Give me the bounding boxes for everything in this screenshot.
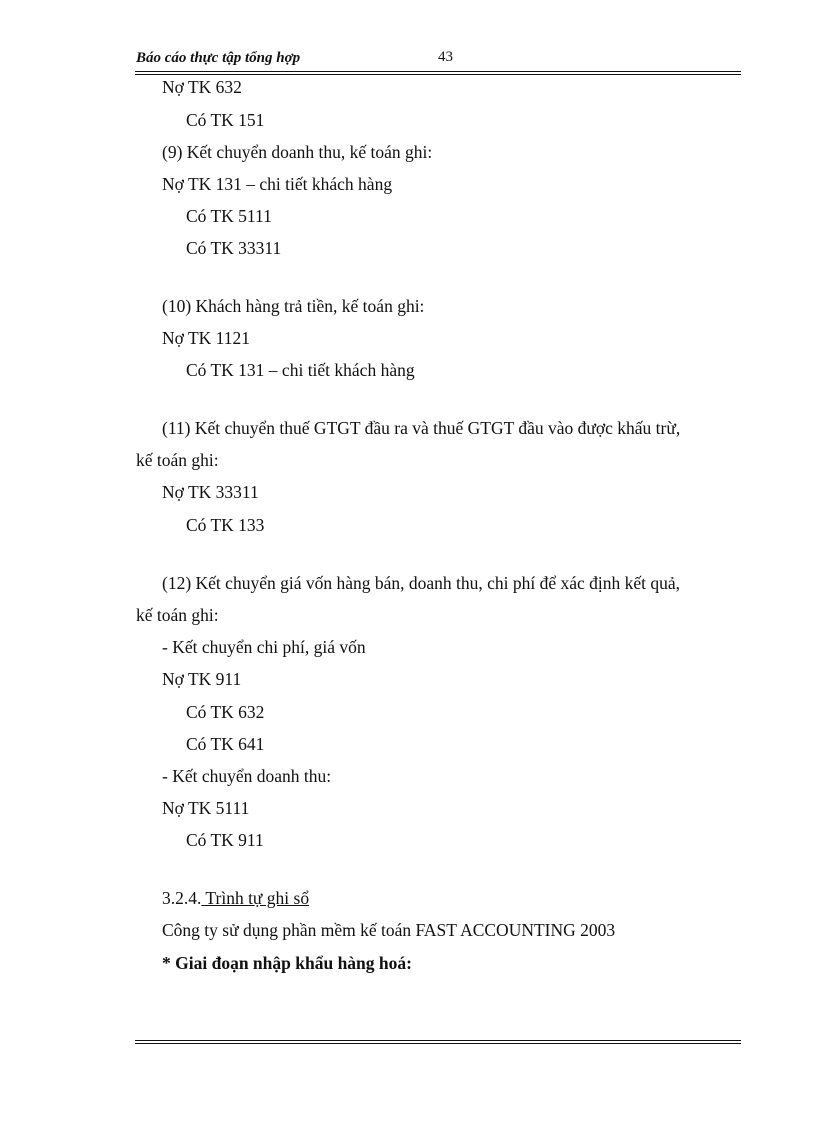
entry-heading-cont: kế toán ghi: [136, 605, 219, 625]
entry-line: Nợ TK 131 – chi tiết khách hàng [162, 174, 393, 194]
entry-heading: (12) Kết chuyển giá vốn hàng bán, doanh thu, chi phí để xác định kết quả, [162, 573, 681, 593]
footer-rule-bottom [135, 1043, 741, 1044]
entry-heading: (11) Kết chuyển thuế GTGT đầu ra và thuế GTGT đầu vào được khấu trừ, [162, 418, 681, 438]
entry-line: Có TK 131 – chi tiết khách hàng [186, 360, 415, 380]
entry-subheading: - Kết chuyển chi phí, giá vốn [162, 637, 366, 657]
entry-line: Nợ TK 5111 [162, 798, 250, 818]
bold-subheading: * Giai đoạn nhập khẩu hàng hoá: [162, 953, 412, 973]
section-title: Trình tự ghi sổ [201, 888, 310, 908]
entry-subheading: - Kết chuyển doanh thu: [162, 766, 332, 786]
entry-line: Có TK 641 [186, 734, 265, 754]
footer-rule-top [135, 1040, 741, 1041]
section-heading [162, 888, 309, 908]
entry-line: Có TK 33311 [186, 238, 282, 258]
entry-line: Có TK 632 [186, 702, 265, 722]
entry-line: Nợ TK 1121 [162, 328, 251, 348]
section-number: 3.2.4. [162, 888, 202, 908]
paragraph-line: Công ty sử dụng phần mềm kế toán FAST ACCOUNTING 2003 [162, 920, 616, 940]
header-rule-top [135, 71, 741, 72]
entry-heading: (9) Kết chuyển doanh thu, kế toán ghi: [162, 142, 433, 162]
entry-line: Có TK 151 [186, 110, 265, 130]
entry-line: Có TK 911 [186, 830, 264, 850]
entry-line: Nợ TK 911 [162, 669, 242, 689]
entry-line: Nợ TK 33311 [162, 482, 259, 502]
entry-line: Nợ TK 632 [162, 77, 242, 97]
header-rule-bottom [135, 74, 741, 75]
page-number: 43 [438, 49, 453, 65]
entry-line: Có TK 133 [186, 515, 265, 535]
entry-heading-cont: kế toán ghi: [136, 450, 219, 470]
header-title: Báo cáo thực tập tổng hợp [136, 50, 301, 66]
entry-heading: (10) Khách hàng trả tiền, kế toán ghi: [162, 296, 425, 316]
entry-line: Có TK 5111 [186, 206, 272, 226]
